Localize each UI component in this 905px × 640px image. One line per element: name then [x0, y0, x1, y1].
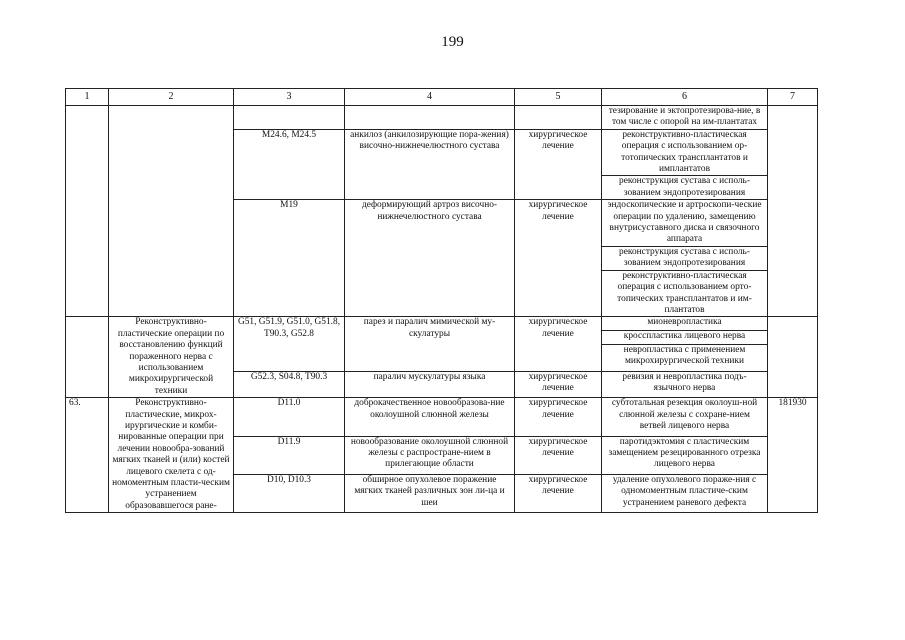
method-cell: паротидэктомия с пластическим замещением резецированного отрезка лицевого нерва — [602, 436, 768, 474]
diagnosis-cell: паралич мускулатуры языка — [345, 371, 515, 398]
procedures-table — [65, 88, 818, 513]
method-cell: невропластика с применением микрохирургической техники — [602, 345, 768, 372]
treatment-type-cell: хирургическое лечение — [515, 200, 602, 317]
header-cell: 4 — [345, 89, 515, 106]
method-cell: удаление опухолевого пораже-ния с одномоментным пластиче-ским устранением раневого дефекта — [602, 474, 768, 512]
table-row — [66, 398, 818, 436]
code-cell: G51, G51.9, G51.0, G51.8, Т90.3, G52.8 — [234, 317, 345, 371]
code-cell: D11.9 — [234, 436, 345, 474]
header-cell: 3 — [234, 89, 345, 106]
code-cell: D11.0 — [234, 398, 345, 436]
treatment-type-cell: хирургическое лечение — [515, 129, 602, 199]
code-cell: D10, D10.3 — [234, 474, 345, 512]
code-cell — [234, 106, 345, 130]
method-cell: субтотальная резекция околоуш-ной слюнной железы с сохране-нием ветвей лицевого нерва — [602, 398, 768, 436]
method-cell: реконструкция сустава с исполь-зованием эндопротезирования — [602, 246, 768, 270]
number-cell: 63. — [66, 398, 109, 513]
method-cell: ревизия и невропластика подъ-язычного нерва — [602, 371, 768, 398]
treatment-type-cell: хирургическое лечение — [515, 317, 602, 371]
diagnosis-cell: парез и паралич мимической му-скулатуры — [345, 317, 515, 371]
method-group-cell: Реконструктивно-пластические операции по восстановлению функций пораженного нерва с использованием микрохирургической техники — [109, 317, 234, 398]
method-cell: кросспластика лицевого нерва — [602, 331, 768, 345]
treatment-type-cell: хирургическое лечение — [515, 371, 602, 398]
treatment-type-cell: хирургическое лечение — [515, 436, 602, 474]
diagnosis-cell: доброкачественное новообразова-ние околоушной слюнной железы — [345, 398, 515, 436]
treatment-type-cell — [515, 106, 602, 130]
cost-cell: 181930 — [768, 398, 818, 513]
page-number: 199 — [441, 34, 464, 50]
method-cell: эндоскопические и артроскопи-ческие операции по удалению, замещению внутрисуставного диска и связочного аппарата — [602, 200, 768, 247]
diagnosis-cell: деформирующий артроз височно-нижнечелюстного сустава — [345, 200, 515, 317]
code-cell: М19 — [234, 200, 345, 317]
cost-cell — [768, 106, 818, 317]
method-cell: реконструктивно-пластическая операция с использованием орто-топических трансплантатов и им-плантатов — [602, 270, 768, 317]
number-cell — [66, 317, 109, 398]
treatment-type-cell: хирургическое лечение — [515, 474, 602, 512]
header-cell: 6 — [602, 89, 768, 106]
diagnosis-cell — [345, 106, 515, 130]
table-row — [66, 317, 818, 331]
method-group-cell — [109, 106, 234, 317]
table-row — [66, 106, 818, 130]
header-cell: 2 — [109, 89, 234, 106]
method-cell: мионевропластика — [602, 317, 768, 331]
diagnosis-cell: обширное опухолевое поражение мягких тканей различных зон ли-ца и шеи — [345, 474, 515, 512]
diagnosis-cell: новообразование околоушной слюнной железы с распростране-нием в прилегающие области — [345, 436, 515, 474]
diagnosis-cell: анкилоз (анкилозирующие пора-жения) височно-нижнечелюстного сустава — [345, 129, 515, 199]
method-group-cell: Реконструктивно-пластические, микрох-ирургические и комби-нированные операции при лечении новообра-зований мягких тканей и (или) костей лицевого скелета с од-номоментным пласти-ческим устранением образовавшегося ране- — [109, 398, 234, 513]
code-cell: М24.6, М24.5 — [234, 129, 345, 199]
method-cell: реконструктивно-пластическая операция с использованием ор-тотопических трансплантатов и имплантатов — [602, 129, 768, 176]
method-cell: реконструкция сустава с исполь-зованием эндопротезирования — [602, 176, 768, 200]
method-cell: тезирование и эктопротезирова-ние, в том числе с опорой на им-плантатах — [602, 106, 768, 130]
cost-cell — [768, 317, 818, 398]
header-cell: 1 — [66, 89, 109, 106]
treatment-type-cell: хирургическое лечение — [515, 398, 602, 436]
code-cell: G52.3, S04.8, Т90.3 — [234, 371, 345, 398]
header-cell: 5 — [515, 89, 602, 106]
table-header-row — [66, 89, 818, 106]
number-cell — [66, 106, 109, 317]
header-cell: 7 — [768, 89, 818, 106]
